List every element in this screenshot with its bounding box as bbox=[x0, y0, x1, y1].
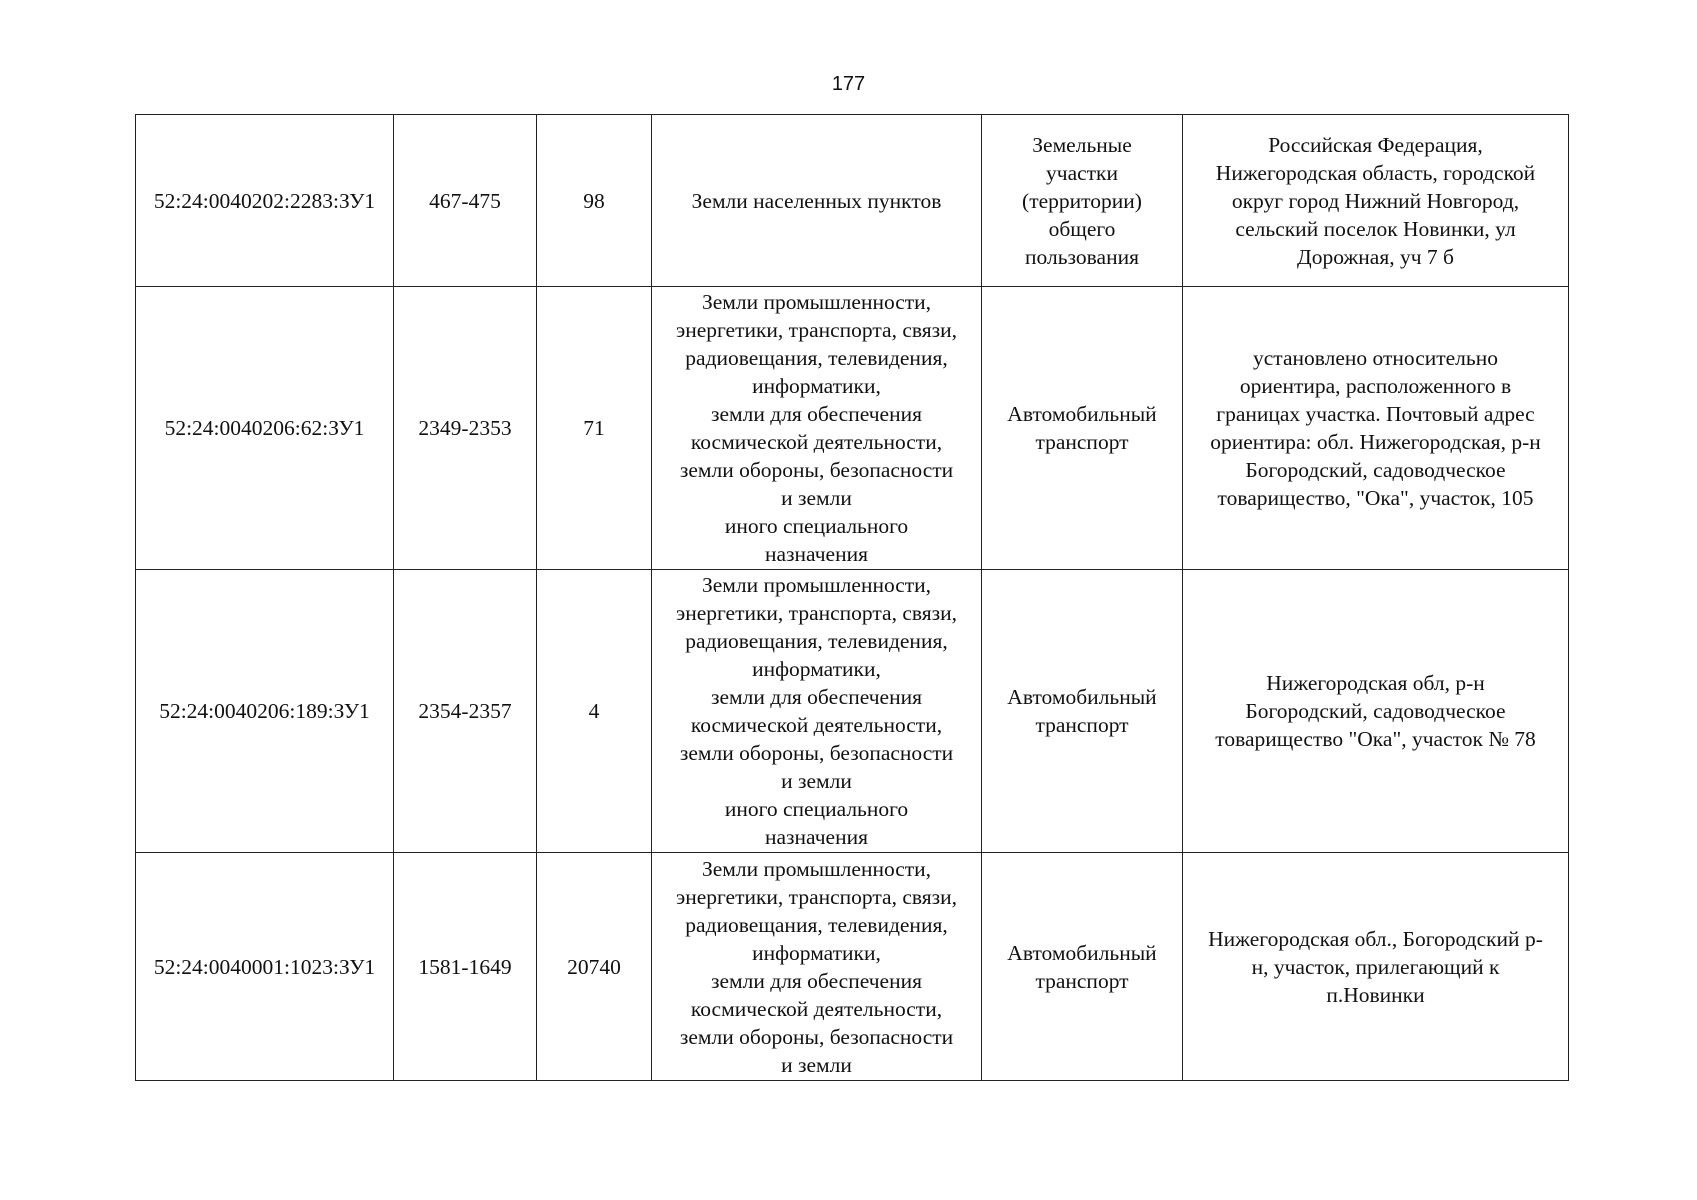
point-range-cell: 2349-2353 bbox=[394, 287, 537, 570]
land-category-cell: Земли населенных пунктов bbox=[652, 115, 982, 287]
area-cell: 71 bbox=[537, 287, 652, 570]
address-cell: Российская Федерация, Нижегородская область, городской округ город Нижний Новгород, сельский поселок Новинки, ул Дорожная, уч 7 б bbox=[1183, 115, 1569, 287]
table-row bbox=[136, 853, 1569, 1081]
area-cell: 98 bbox=[537, 115, 652, 287]
area-cell: 20740 bbox=[537, 853, 652, 1081]
area-cell: 4 bbox=[537, 570, 652, 853]
page-number: 177 bbox=[831, 73, 866, 95]
cadastral-number-cell: 52:24:0040001:1023:ЗУ1 bbox=[136, 853, 394, 1081]
address-cell: Нижегородская обл, р-н Богородский, садоводческое товарищество "Ока", участок № 78 bbox=[1183, 570, 1569, 853]
land-plots-table bbox=[135, 114, 1569, 1081]
permitted-use-cell: Земельные участки (территории) общего пользования bbox=[982, 115, 1183, 287]
address-cell: Нижегородская обл., Богородский р- н, участок, прилегающий к п.Новинки bbox=[1183, 853, 1569, 1081]
point-range-cell: 467-475 bbox=[394, 115, 537, 287]
cadastral-number-cell: 52:24:0040206:62:ЗУ1 bbox=[136, 287, 394, 570]
table-row bbox=[136, 287, 1569, 570]
table-row bbox=[136, 115, 1569, 287]
land-category-cell: Земли промышленности, энергетики, транспорта, связи, радиовещания, телевидения, информатики, земли для обеспечения космической деятельности, земли обороны, безопасности и земли bbox=[652, 853, 982, 1081]
permitted-use-cell: Автомобильный транспорт bbox=[982, 570, 1183, 853]
address-cell: установлено относительно ориентира, расположенного в границах участка. Почтовый адрес ориентира: обл. Нижегородская, р-н Богородский, садоводческое товарищество, "Ока", участок, 105 bbox=[1183, 287, 1569, 570]
land-category-cell: Земли промышленности, энергетики, транспорта, связи, радиовещания, телевидения, информатики, земли для обеспечения космической деятельности, земли обороны, безопасности и земли иного специального назначения bbox=[652, 570, 982, 853]
point-range-cell: 1581-1649 bbox=[394, 853, 537, 1081]
cadastral-number-cell: 52:24:0040206:189:ЗУ1 bbox=[136, 570, 394, 853]
cadastral-number-cell: 52:24:0040202:2283:ЗУ1 bbox=[136, 115, 394, 287]
permitted-use-cell: Автомобильный транспорт bbox=[982, 287, 1183, 570]
table-row bbox=[136, 570, 1569, 853]
permitted-use-cell: Автомобильный транспорт bbox=[982, 853, 1183, 1081]
land-category-cell: Земли промышленности, энергетики, транспорта, связи, радиовещания, телевидения, информатики, земли для обеспечения космической деятельности, земли обороны, безопасности и земли иного специального назначения bbox=[652, 287, 982, 570]
point-range-cell: 2354-2357 bbox=[394, 570, 537, 853]
